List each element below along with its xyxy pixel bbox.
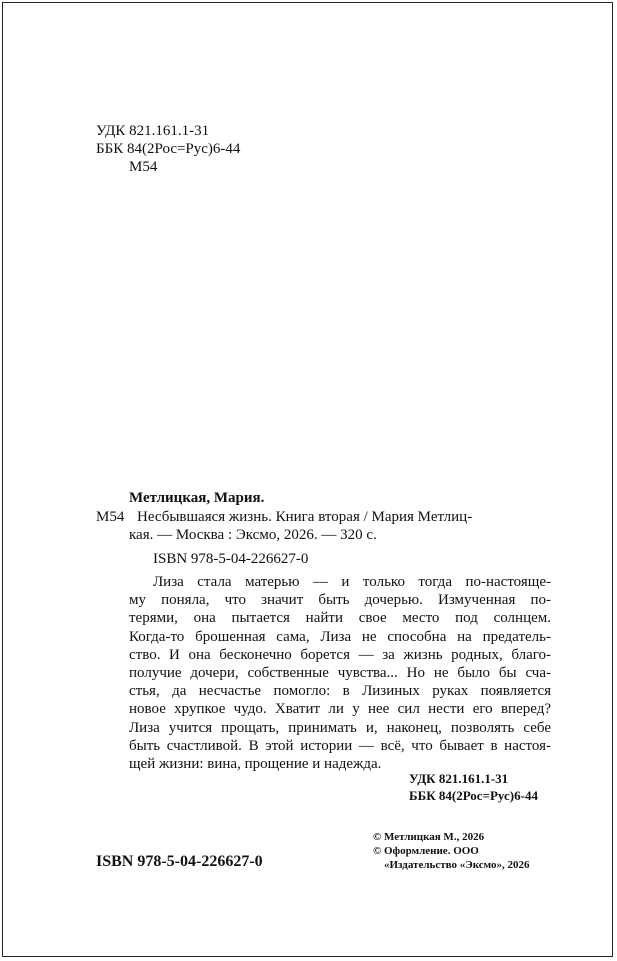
page-frame: [2, 2, 613, 957]
annotation-line: Лиза учится прощать, принимать и, наконец, позволять себе: [129, 719, 551, 736]
annotation-line: Когда-то брошенная сама, Лиза не способна на предатель-: [129, 628, 551, 645]
author-heading: Метлицкая, Мария.: [129, 490, 265, 506]
bbk-code-top: ББК 84(2Рос=Рус)6-44: [96, 141, 241, 157]
copyright-publisher: «Издательство «Эксмо», 2026: [384, 859, 530, 871]
udk-code-top: УДК 821.161.1-31: [96, 123, 210, 139]
title-line-2: кая. — Москва : Эксмо, 2026. — 320 с.: [129, 527, 377, 543]
annotation-line: Лиза стала матерью — и только тогда по-настояще-: [153, 574, 551, 590]
copyright-author: © Метлицкая М., 2026: [373, 831, 485, 843]
author-sign-entry: М54: [96, 509, 125, 525]
annotation-line: ство. И она бесконечно борется — за жизнь родных, благо-: [129, 646, 551, 663]
author-sign-top: М54: [129, 159, 158, 175]
annotation-line: получие дочери, собственные чувства... Но не было бы сча-: [129, 665, 551, 682]
annotation-line: стья, да несчастье помогло: в Лизиных руках появляется: [129, 683, 551, 700]
isbn-bottom: ISBN 978-5-04-226627-0: [96, 853, 263, 870]
annotation-line: терями, она пытается найти свое место под солнцем.: [129, 610, 551, 627]
copyright-design: © Оформление. ООО: [373, 845, 479, 857]
annotation-line: новое хрупкое чудо. Хватит ли у нее сил нести его вперед?: [129, 701, 551, 718]
bbk-code-bottom: ББК 84(2Рос=Рус)6-44: [409, 788, 538, 803]
title-line-1: Несбывшаяся жизнь. Книга вторая / Мария Метлиц-: [137, 509, 473, 525]
udk-code-bottom: УДК 821.161.1-31: [409, 771, 509, 786]
annotation-line: быть счастливой. В этой истории — всё, что бывает в настоя-: [129, 737, 551, 754]
annotation: [129, 573, 551, 773]
annotation-line: му поняла, что значит быть дочерью. Измученная по-: [129, 592, 551, 609]
isbn-entry: ISBN 978-5-04-226627-0: [153, 551, 309, 567]
annotation-line: щей жизни: вина, прощение и надежда.: [129, 756, 382, 773]
